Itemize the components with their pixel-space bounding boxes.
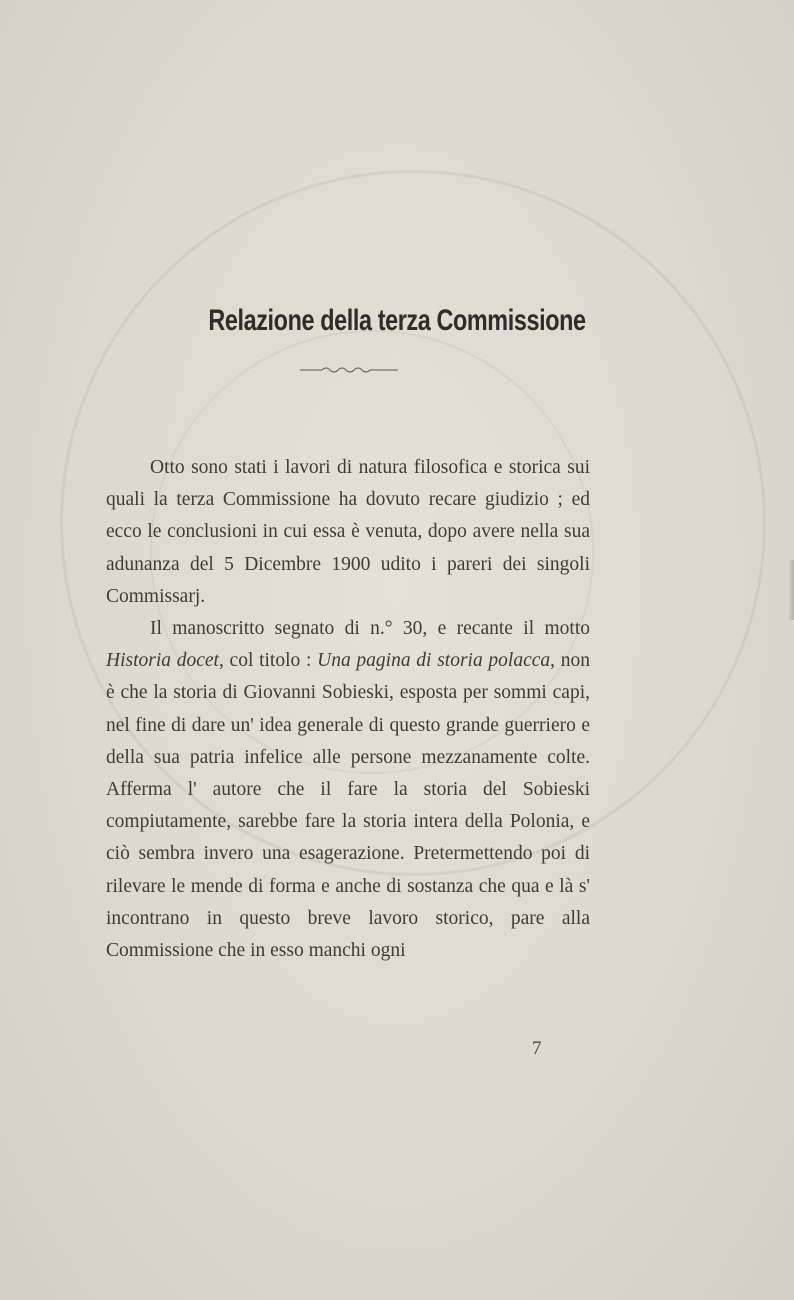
- ornament-divider: [300, 366, 398, 374]
- page-number: 7: [532, 1038, 542, 1059]
- paragraph-1: Otto sono stati i lavori di natura filosofica e storica sui quali la terza Commissione ha dovuto recare giudizio ; ed ecco le conclusioni in cui essa è venuta, dopo avere nella sua adunanza del 5 Dicembre 1900 udito i pareri dei singoli Commissarj.: [106, 457, 590, 607]
- paragraph-2-part-3: , non è che la storia di Giovanni Sobieski, esposta per sommi capi, nel fine di dare un' idea generale di questo grande guerriero e della sua patria infelice alle persone mezzanamente colte. Afferma l' autore che il fare la storia del Sobieski compiutamente, sarebbe fare la storia intera della Polonia, e ciò sembra invero una esagerazione. Pretermettendo poi di rilevare le mende di forma e anche di sostanza che qua e là s' incontrano in questo breve lavoro storico, pare alla Commissione che in esso manchi ogni: [106, 650, 590, 962]
- paragraph-2-part-1: Il manoscritto segnato di n.° 30, e recante il motto: [150, 618, 590, 640]
- motto-text: Historia docet: [106, 650, 219, 672]
- body-text: [106, 452, 590, 967]
- paragraph-2: [106, 613, 590, 967]
- work-title-text: Una pagina di storia polacca: [317, 650, 551, 672]
- page-title: Relazione della terza Commissione: [208, 304, 586, 337]
- paragraph-2-part-2: , col titolo :: [218, 650, 318, 672]
- page-edge-mark: [788, 560, 794, 620]
